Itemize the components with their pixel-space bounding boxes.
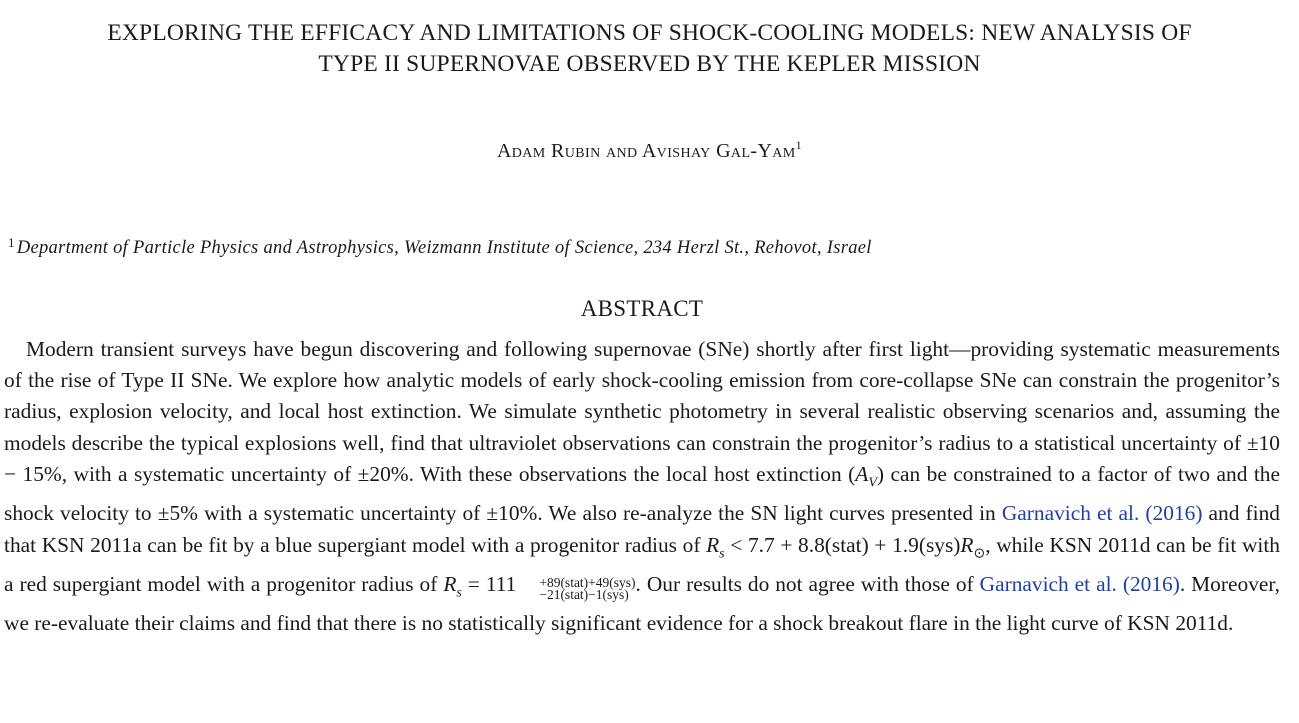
- rs-subscript: s: [719, 545, 725, 561]
- abstract-text-2: ) can be constrained to a factor of two and the shock velocity to ±5% with a systematic uncertainty of ±10%. We also re-analyze the SN light curves presented in: [4, 461, 1280, 526]
- title-line-1: EXPLORING THE EFFICACY AND LIMITATIONS OF SHOCK-COOLING MODELS: NEW ANALYSIS OF: [107, 20, 1192, 46]
- radius-expression-1: < 7.7 + 8.8(stat) + 1.9(sys): [724, 532, 961, 557]
- abstract-text-6: . Moreover, we re-evaluate their claims and find that there is no statistically significant evidence for a shock breakout flare in the light curve of KSN 2011d.: [4, 571, 1280, 636]
- paper-title: [0, 18, 1299, 80]
- abstract-text-1: Modern transient surveys have begun discovering and following supernovae (SNe) shortly after first light—providing systematic measurements of the rise of Type II SNe. We explore how analytic models of early shock-cooling emission from core-collapse SNe can constrain the progenitor’s radius, explosion velocity, and local host extinction. We simulate synthetic photometry in several realistic observing scenarios and, assuming the models describe the typical explosions well, find that ultraviolet observations can constrain the progenitor’s radius to a statistical uncertainty of ±10 − 15%, with a systematic uncertainty of ±20%. With these observations the local host extinction (: [4, 337, 1280, 486]
- citation-2-author: Garnavich et al.: [979, 571, 1117, 596]
- radius-error-bounds: [517, 574, 636, 602]
- author-affiliation-mark: 1: [795, 138, 803, 152]
- citation-2-year: 2016: [1129, 571, 1173, 596]
- citation-1-author: Garnavich et al.: [1001, 501, 1140, 526]
- rs-symbol: R: [706, 532, 720, 557]
- av-subscript: V: [868, 475, 877, 491]
- rsun-symbol: R: [960, 532, 974, 557]
- citation-link-2[interactable]: Garnavich et al. (2016): [979, 571, 1180, 596]
- affiliation-mark: 1: [8, 235, 15, 250]
- rsun-subscript: ⊙: [973, 545, 986, 561]
- affiliation: [8, 235, 1298, 259]
- authors-text: Adam Rubin and Avishay Gal-Yam: [496, 140, 796, 162]
- rs-subscript-2: s: [456, 585, 462, 601]
- upper-error: +89(stat)+49(sys): [539, 574, 636, 590]
- rs-symbol-2: R: [443, 571, 457, 596]
- abstract-heading: ABSTRACT: [580, 296, 704, 321]
- lower-error: −21(stat)−1(sys): [539, 586, 629, 602]
- av-symbol: A: [855, 461, 869, 486]
- abstract-text-3: and find that KSN 2011a can be fit by a blue supergiant model with a progenitor radius of: [4, 501, 1280, 557]
- abstract-text-5: . Our results do not agree with those of: [635, 571, 980, 596]
- abstract-text-4: , while KSN 2011d can be fit with a red supergiant model with a progenitor radius of: [4, 532, 1280, 596]
- abstract-body: [4, 334, 1280, 640]
- citation-1-year: 2016: [1152, 501, 1196, 526]
- citation-link-1[interactable]: Garnavich et al. (2016): [1001, 501, 1203, 526]
- author-list: [0, 140, 1299, 163]
- affiliation-text: Department of Particle Physics and Astrophysics, Weizmann Institute of Science, 234 Herzl St., Rehovot, Israel: [16, 238, 872, 258]
- title-line-2: TYPE II SUPERNOVAE OBSERVED BY THE KEPLER MISSION: [318, 51, 981, 77]
- radius-expression-2: = 111: [461, 571, 517, 596]
